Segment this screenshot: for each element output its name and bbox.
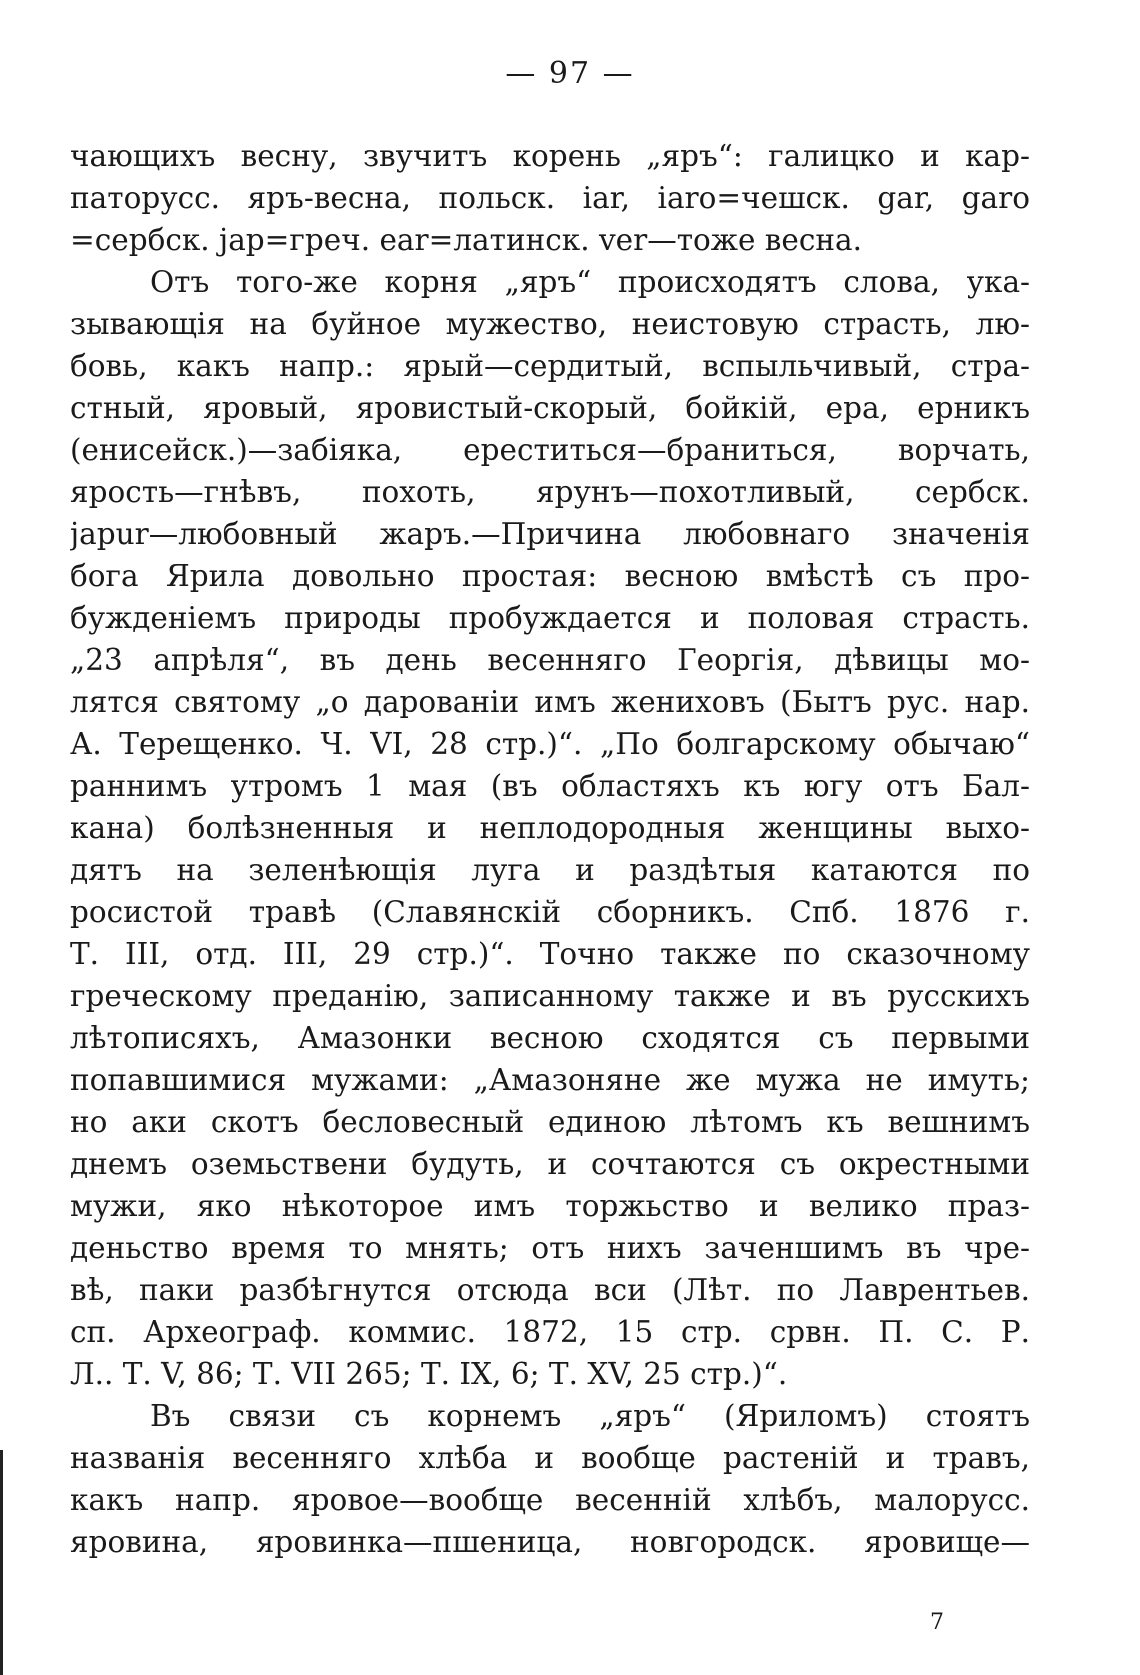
text-line: вѣ, паки разбѣгнутся отсюда вси (Лѣт. по Лаврентьев.: [70, 1273, 1030, 1307]
text-line: мужи, яко нѣкоторое имъ торжьство и велико праз-: [70, 1189, 1030, 1223]
text-line: сп. Археограф. коммис. 1872, 15 стр. срвн. П. С. Р.: [70, 1315, 1030, 1349]
text-line: А. Терещенко. Ч. VI, 28 стр.)“. „По болгарскому обычаю“: [70, 727, 1030, 761]
text-line: кана) болѣзненныя и неплодородныя женщины выхо-: [70, 811, 1030, 845]
text-line: греческому преданію, записанному также и въ русскихъ: [70, 979, 1030, 1013]
text-line: деньство время то мнять; отъ нихъ заченшимъ въ чре-: [70, 1231, 1030, 1265]
text-line: лятся святому „о дарованіи имъ жениховъ (Бытъ рус. нар.: [70, 685, 1030, 719]
body-text: [70, 135, 1030, 1563]
text-line: Отъ того-же корня „яръ“ происходятъ слова, ука-: [150, 265, 1030, 299]
text-line: =сербск. jap=греч. ear=латинск. ver—тоже весна.: [70, 223, 862, 257]
text-line: лѣтописяхъ, Амазонки весною сходятся съ первыми: [70, 1021, 1030, 1055]
text-line: названія весенняго хлѣба и вообще растеній и травъ,: [70, 1441, 1030, 1475]
text-line: раннимъ утромъ 1 мая (въ областяхъ къ югу отъ Бал-: [70, 769, 1030, 803]
text-line: яровина, яровинка—пшеница, новгородск. яровище—: [70, 1525, 1030, 1559]
text-line: бога Ярила довольно простая: весною вмѣстѣ съ про-: [70, 559, 1030, 593]
text-line: бовь, какъ напр.: ярый—сердитый, вспыльчивый, стра-: [70, 349, 1030, 383]
text-line: „23 апрѣля“, въ день весенняго Георгія, дѣвицы мо-: [70, 643, 1030, 677]
text-line: Въ связи съ корнемъ „яръ“ (Яриломъ) стоятъ: [150, 1399, 1030, 1433]
text-line: japur—любовный жаръ.—Причина любовнаго значенія: [70, 517, 1030, 551]
text-line: ярость—гнѣвъ, похоть, ярунъ—похотливый, сербск.: [70, 475, 1030, 509]
text-line: росистой травѣ (Славянскій сборникъ. Спб. 1876 г.: [70, 895, 1030, 929]
signature-mark: 7: [930, 1610, 944, 1635]
text-line: (енисейск.)—забіяка, ереститься—браниться, ворчать,: [70, 433, 1030, 467]
text-line: попавшимися мужами: „Амазоняне же мужа не имуть;: [70, 1063, 1030, 1097]
text-line: зывающія на буйное мужество, неистовую страсть, лю-: [70, 307, 1030, 341]
page-number: — 97 —: [505, 56, 635, 91]
text-line: паторусс. яръ-весна, польск. iar, iaro=чешск. gar, garo: [70, 181, 1030, 215]
text-line: Т. III, отд. III, 29 стр.)“. Точно также по сказочному: [70, 937, 1030, 971]
page-edge-mark: [0, 1450, 3, 1675]
text-line: бужденіемъ природы пробуждается и половая страсть.: [70, 601, 1030, 635]
text-line: днемъ оземьствени будуть, и сочтаются съ окрестными: [70, 1147, 1030, 1181]
text-line: чающихъ весну, звучитъ корень „яръ“: галицко и кар-: [70, 139, 1030, 173]
text-line: стный, яровый, яровистый-скорый, бойкій, ера, ерникъ: [70, 391, 1030, 425]
text-line: Л.. Т. V, 86; Т. VII 265; Т. IX, 6; Т. XV, 25 стр.)“.: [70, 1357, 788, 1391]
text-line: дятъ на зеленѣющія луга и раздѣтыя катаются по: [70, 853, 1030, 887]
text-line: но аки скотъ бесловесный единою лѣтомъ къ вешнимъ: [70, 1105, 1030, 1139]
text-line: какъ напр. яровое—вообще весенній хлѣбъ, малорусс.: [70, 1483, 1030, 1517]
